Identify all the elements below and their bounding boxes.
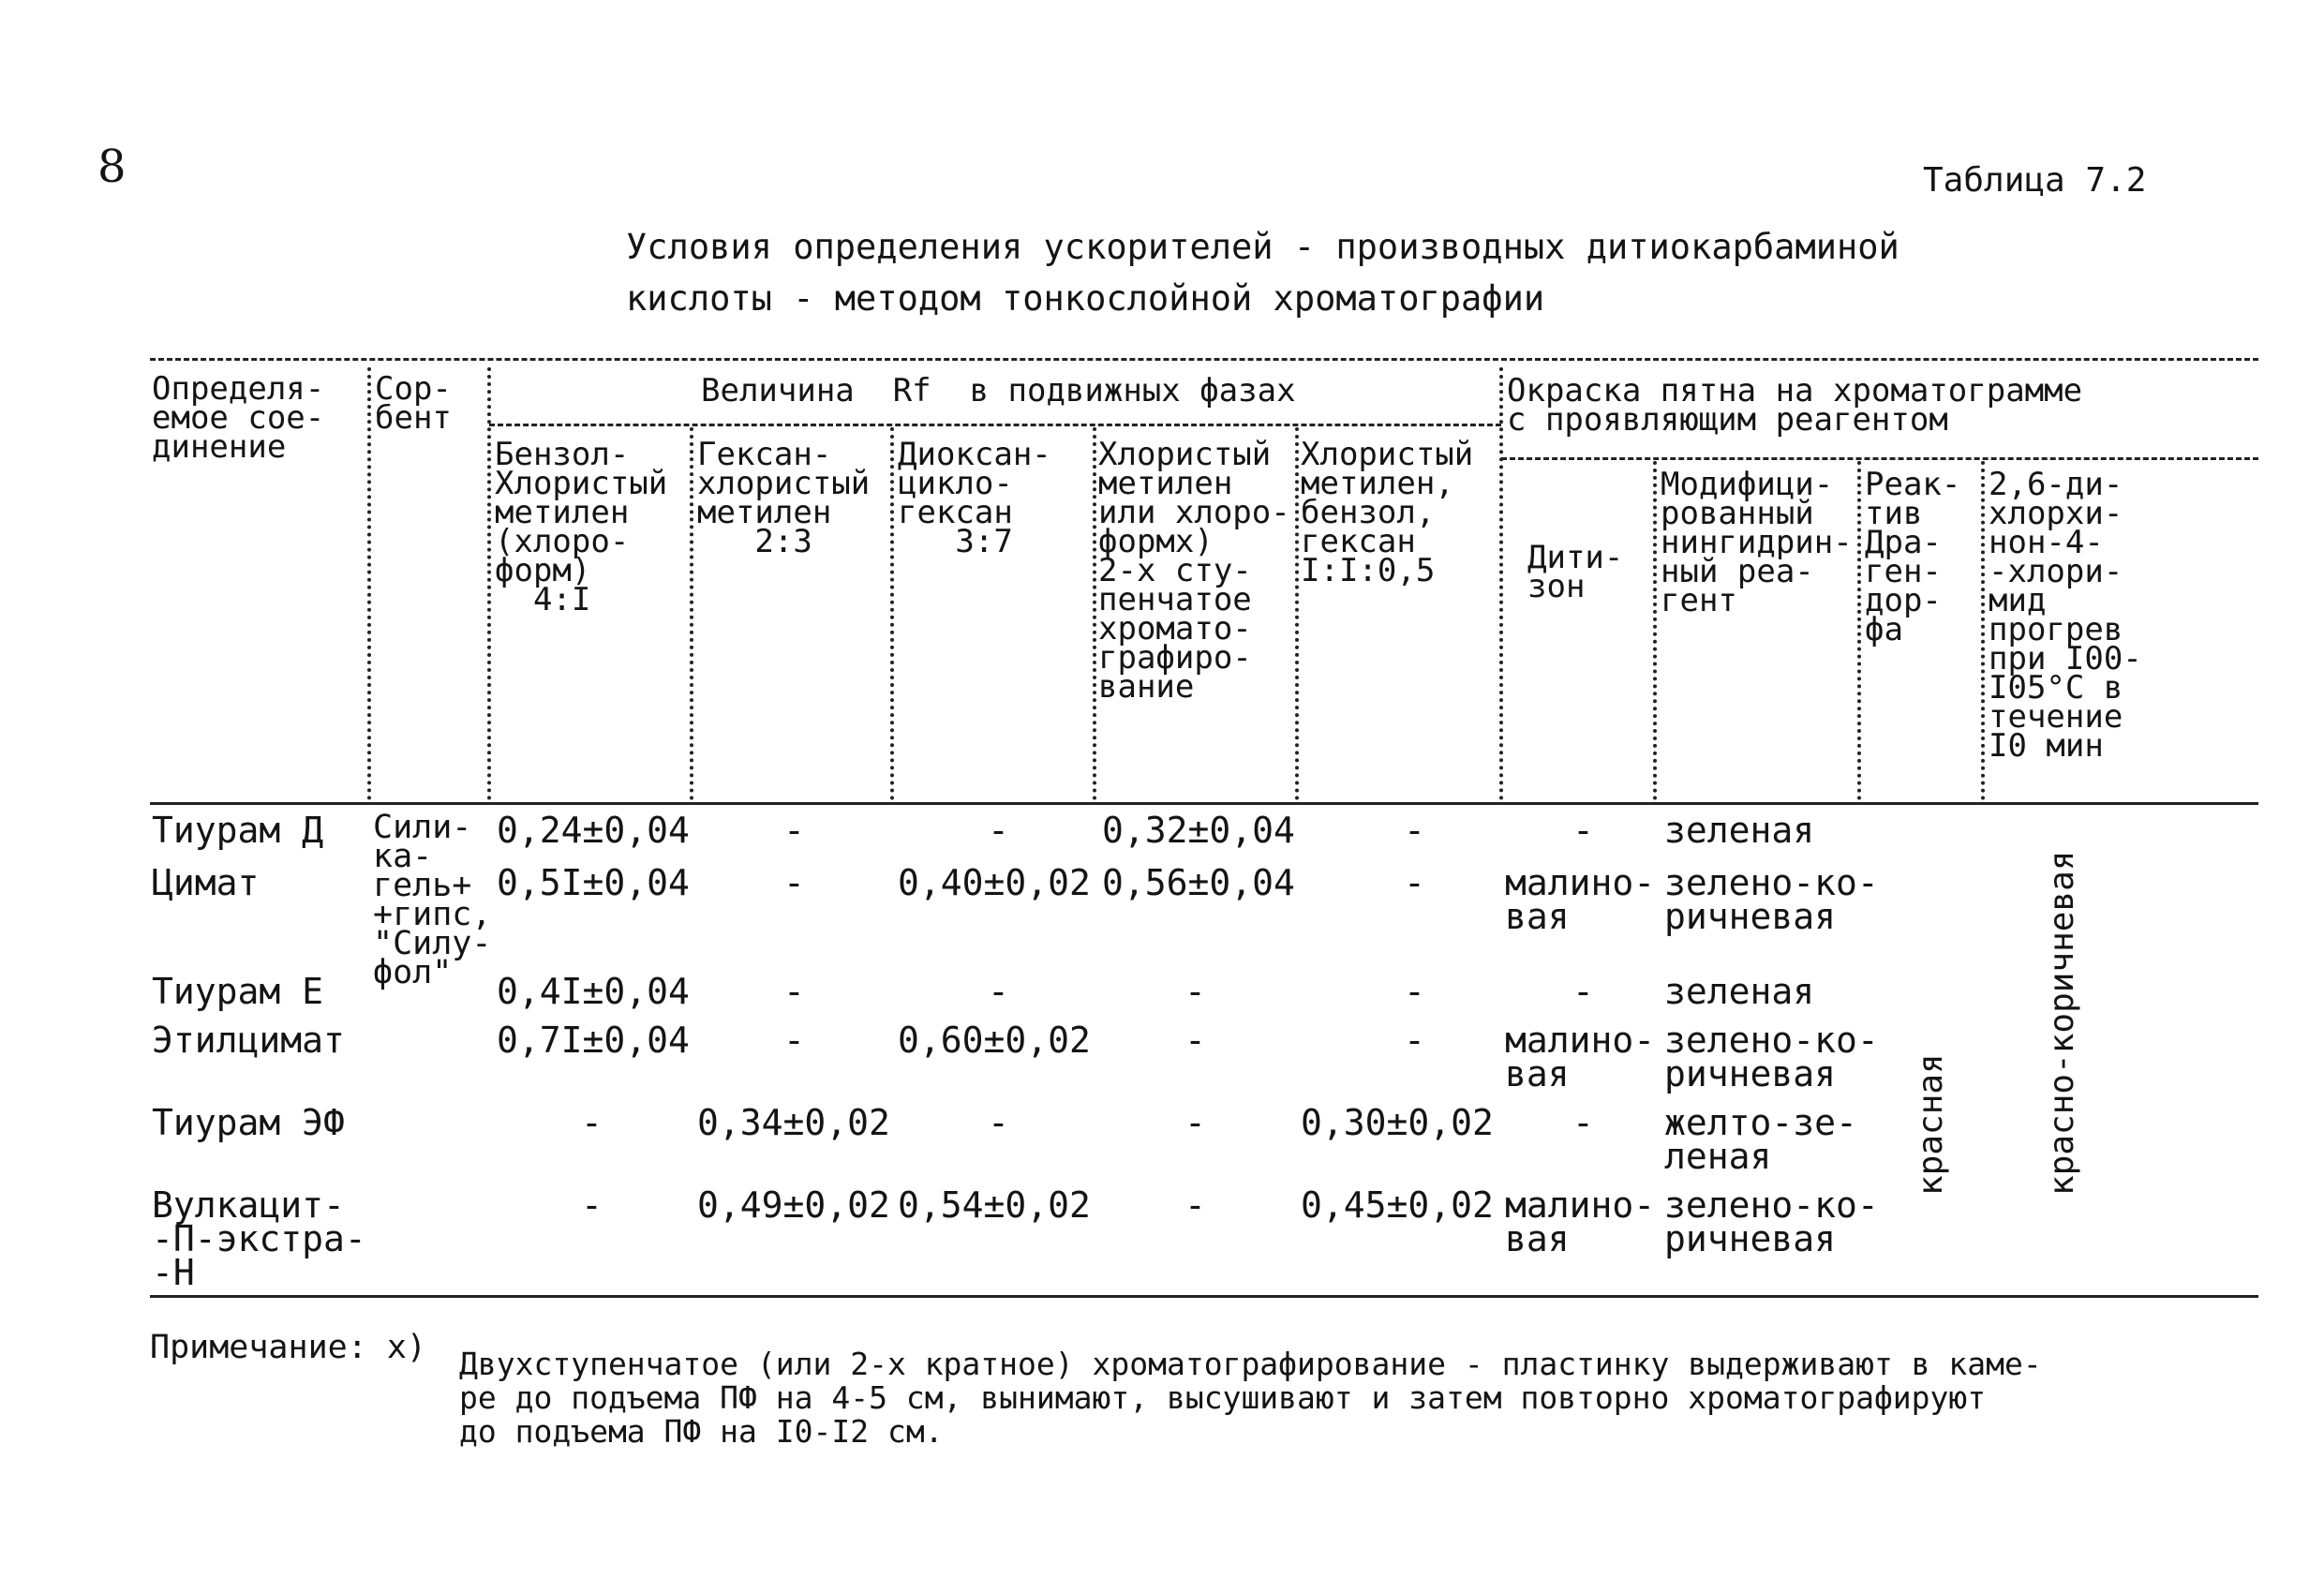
- dragendorff-shared-cell: красная: [1912, 1053, 1950, 1196]
- row4-rf3: 0,60±0,02: [898, 1020, 1091, 1061]
- col-sep-2: [487, 367, 491, 800]
- row1-ditizon: -: [1572, 810, 1594, 851]
- row5-ninhydrin: желто-зе- леная: [1664, 1102, 1857, 1177]
- header-compound: Определя- емое сое- динение: [152, 370, 325, 466]
- row2-rf2: -: [783, 862, 805, 903]
- row1-ninhydrin: зеленая: [1664, 810, 1815, 851]
- header-rf-dioxane: Диоксан- цикло- гексан 3:7: [898, 436, 1051, 560]
- col-sep-7: [1499, 367, 1503, 800]
- header-bottom-rule: [150, 802, 2258, 805]
- row2-ninhydrin: зелено-ко- ричневая: [1664, 862, 1879, 937]
- row6-ditizon: малино- вая: [1505, 1184, 1656, 1259]
- row5-rf4: -: [1184, 1102, 1206, 1143]
- row2-rf1: 0,5I±0,04: [497, 862, 690, 903]
- row5-rf5: 0,30±0,02: [1301, 1102, 1494, 1143]
- row4-ninhydrin: зелено-ко- ричневая: [1664, 1020, 1879, 1094]
- header-dragendorff: Реак- тив Дра- ген- дор- фа: [1865, 466, 1961, 648]
- row4-rf5: -: [1404, 1020, 1425, 1061]
- row1-rf3: -: [988, 810, 1009, 851]
- row6-compound: Вулкацит- -П-экстра- -Н: [152, 1184, 366, 1293]
- header-rf-benzene: Бензол- Хлористый метилен (хлоро- форм) 4:I: [495, 436, 668, 618]
- page-number: 8: [97, 141, 127, 193]
- row4-rf2: -: [783, 1020, 805, 1061]
- row2-ditizon: малино- вая: [1505, 862, 1656, 937]
- row6-rf2: 0,49±0,02: [697, 1184, 890, 1226]
- header-dichloroquinone: 2,6-ди- хлорхи- нон-4- -хлори- мид прогрев при I00- I05°С в течение I0 мин: [1989, 466, 2142, 765]
- row1-rf5: -: [1404, 810, 1425, 851]
- row5-compound: Тиурам ЭФ: [152, 1102, 345, 1143]
- header-rf-hexane: Гексан- хлористый метилен 2:3: [697, 436, 871, 560]
- row1-rf2: -: [783, 810, 805, 851]
- row1-compound: Тиурам Д: [152, 810, 324, 851]
- rf-group-rule: [489, 424, 1501, 426]
- row1-rf4: 0,32±0,04: [1102, 810, 1295, 851]
- row4-compound: Этилцимат: [152, 1020, 345, 1061]
- row5-ditizon: -: [1572, 1102, 1594, 1143]
- row3-rf3: -: [988, 971, 1009, 1012]
- header-ninhydrin: Модифици- рованный нингидрин- ный реа- гент: [1661, 466, 1853, 619]
- col-sep-9: [1857, 461, 1861, 800]
- sorbent-cell: Сили- ка- гель+ +гипс, "Силу- фол": [373, 809, 492, 991]
- col-sep-5: [1093, 427, 1096, 800]
- header-color-group: Окраска пятна на хроматограмме с проявляющим реагентом: [1507, 372, 2083, 439]
- row4-rf4: -: [1184, 1020, 1206, 1061]
- row6-ninhydrin: зелено-ко- ричневая: [1664, 1184, 1879, 1259]
- row5-rf1: -: [581, 1102, 603, 1143]
- row6-rf5: 0,45±0,02: [1301, 1184, 1494, 1226]
- col-sep-10: [1981, 461, 1985, 800]
- row3-ditizon: -: [1572, 971, 1594, 1012]
- header-ditizon: Дити- зон: [1527, 539, 1624, 605]
- table-label: Таблица 7.2: [1923, 161, 2147, 200]
- note-text: Двухступенчатое (или 2-х кратное) хроматографирование - пластинку выдерживают в каме- ре до подъема ПФ на 4-5 см, вынимают, высушивают и затем повторно хроматографируют до подъема ПФ на I0-I2 см.: [459, 1346, 2042, 1450]
- header-sorbent: Сор- бент: [375, 370, 452, 437]
- table-bottom-rule: [150, 1295, 2258, 1298]
- row1-rf1: 0,24±0,04: [497, 810, 690, 851]
- row5-rf2: 0,34±0,02: [697, 1102, 890, 1143]
- header-rf-methylene-benzene: Хлористый метилен, бензол, гексан I:I:0,5: [1301, 436, 1474, 589]
- col-sep-6: [1295, 427, 1299, 800]
- color-group-rule: [1501, 457, 2258, 460]
- note-label: Примечание: x): [150, 1329, 427, 1366]
- row2-rf3: 0,40±0,02: [898, 862, 1091, 903]
- row5-rf3: -: [988, 1102, 1009, 1143]
- row2-compound: Цимат: [152, 862, 260, 903]
- row3-rf5: -: [1404, 971, 1425, 1012]
- row3-rf4: -: [1184, 971, 1206, 1012]
- col-sep-4: [890, 427, 894, 800]
- row3-compound: Тиурам Е: [152, 971, 324, 1012]
- col-sep-3: [690, 427, 693, 800]
- header-rf-methylene-2step: Хлористый метилен или хлоро- формx) 2-х сту- пенчатое хромато- графиро- вание: [1098, 436, 1290, 706]
- row3-rf1: 0,4I±0,04: [497, 971, 690, 1012]
- row2-rf4: 0,56±0,04: [1102, 862, 1295, 903]
- row6-rf4: -: [1184, 1184, 1206, 1226]
- row6-rf3: 0,54±0,02: [898, 1184, 1091, 1226]
- col-sep-1: [367, 367, 371, 800]
- header-rf-group: Величина Rf в подвижных фазах: [701, 372, 1296, 409]
- row3-ninhydrin: зеленая: [1664, 971, 1815, 1012]
- col-sep-8: [1653, 461, 1657, 800]
- table-top-rule: [150, 358, 2258, 361]
- row4-ditizon: малино- вая: [1505, 1020, 1656, 1094]
- row2-rf5: -: [1404, 862, 1425, 903]
- dichloroquinone-shared-cell: красно-коричневая: [2043, 850, 2081, 1196]
- row4-rf1: 0,7I±0,04: [497, 1020, 690, 1061]
- row6-rf1: -: [581, 1184, 603, 1226]
- row3-rf2: -: [783, 971, 805, 1012]
- table-title: Условия определения ускорителей - производных дитиокарбаминой кислоты - методом тонкослойной хроматографии: [626, 227, 1899, 319]
